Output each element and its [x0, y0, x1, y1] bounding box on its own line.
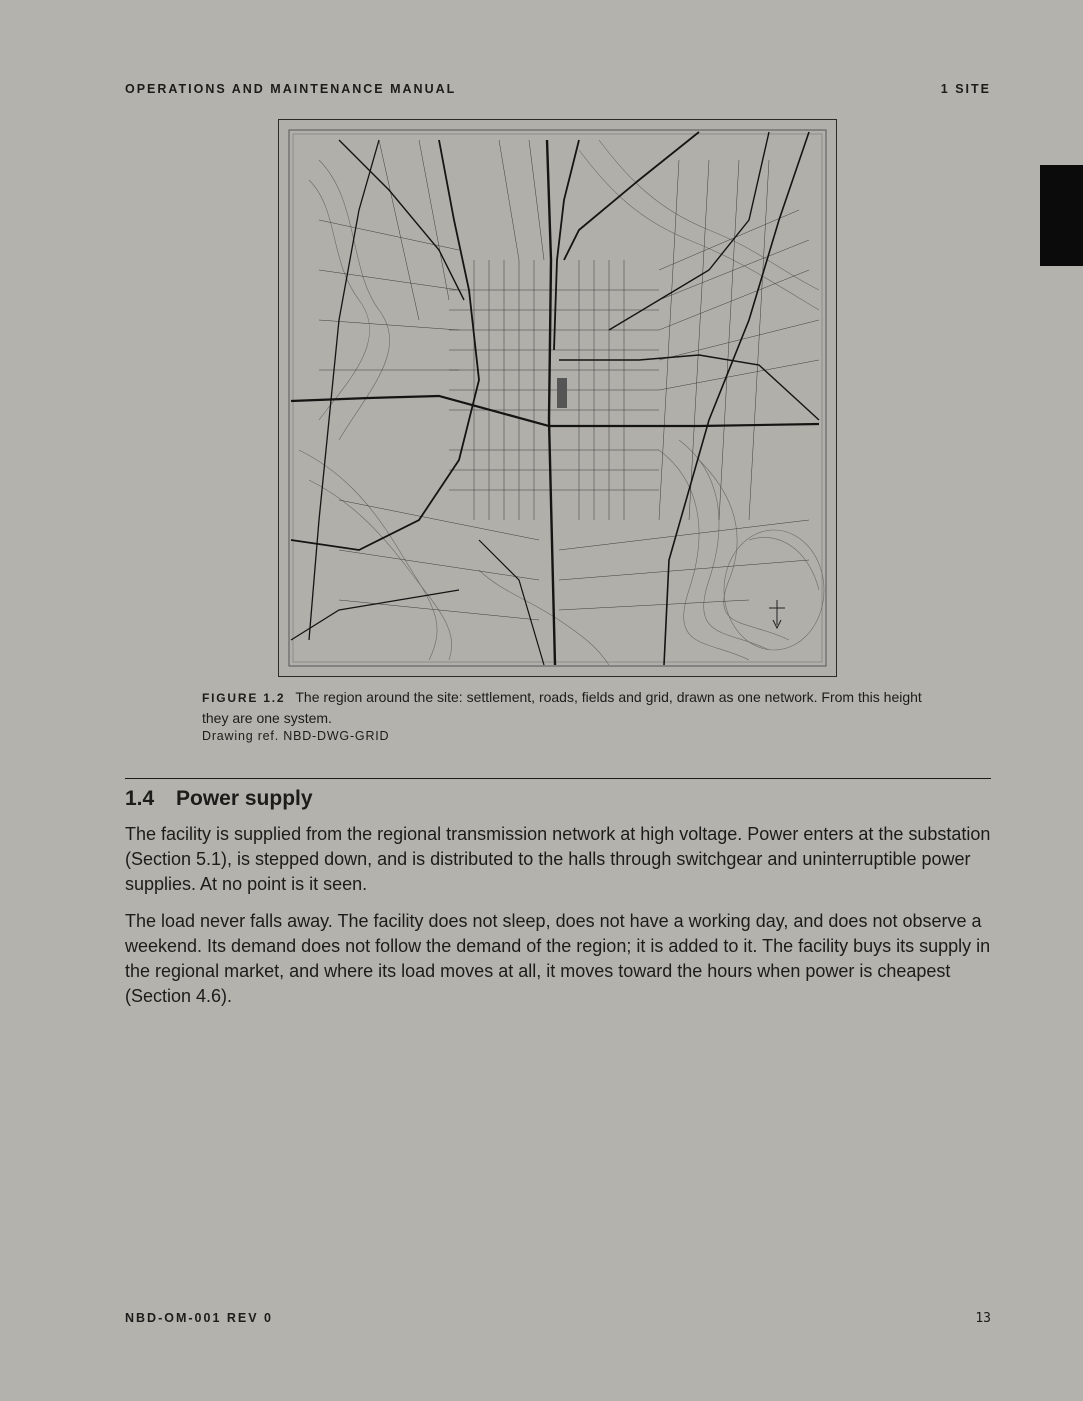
chapter-thumb-tab — [1040, 165, 1083, 266]
section-heading — [125, 787, 313, 811]
major-roads — [291, 132, 819, 665]
manual-title: OPERATIONS AND MAINTENANCE MANUAL — [125, 82, 457, 96]
body-paragraph: The load never falls away. The facility does not sleep, does not have a working day, and does not observe a weekend. Its demand does not follow the demand of the region; it is added to it. The facility buys its supply in the regional market, and where its load moves at all, it moves toward the hours when power is cheapest (Section 4.6). — [125, 911, 991, 1006]
running-header — [125, 82, 991, 96]
site-map-figure — [278, 119, 837, 677]
document-id: NBD-OM-001 REV 0 — [125, 1311, 273, 1325]
page-number: 13 — [975, 1311, 991, 1326]
drawing-reference: Drawing ref. NBD-DWG-GRID — [202, 729, 390, 743]
page-footer — [125, 1311, 991, 1326]
site-marker — [557, 378, 567, 408]
street-grid — [319, 140, 819, 620]
section-divider — [125, 778, 991, 779]
figure-caption-text: The region around the site: settlement, roads, fields and grid, drawn as one network. From this height they are one system. — [202, 689, 922, 726]
north-arrow-icon — [769, 600, 785, 628]
figure-label: FIGURE 1.2 — [202, 691, 286, 705]
region-map-drawing — [279, 120, 836, 676]
body-paragraph: The facility is supplied from the regional transmission network at high voltage. Power enters at the substation (Section 5.1), is stepped down, and is distributed to the halls through switchgear and uninterruptible power supplies. At no point is it seen. — [125, 824, 991, 894]
chapter-label: 1 SITE — [940, 82, 991, 96]
section-title: Power supply — [176, 787, 313, 810]
section-number: 1.4 — [125, 787, 155, 810]
figure-caption — [202, 687, 922, 728]
